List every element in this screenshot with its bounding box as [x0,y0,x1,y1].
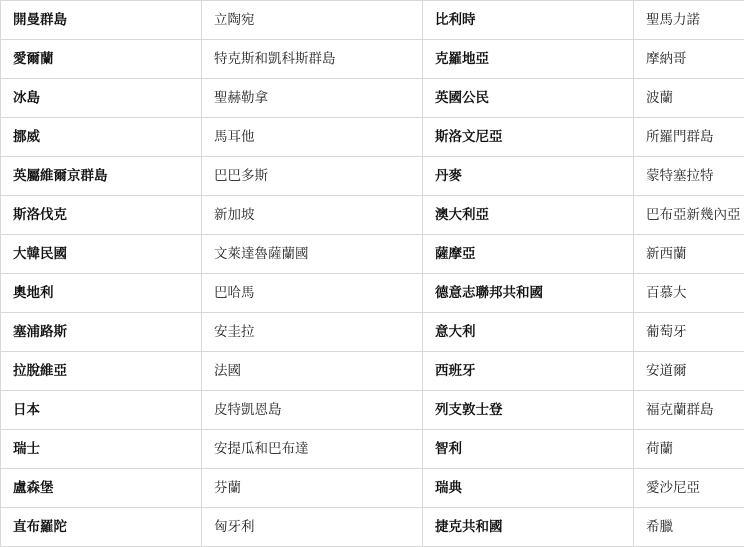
table-cell: 愛沙尼亞 [634,469,744,508]
table-cell: 特克斯和凱科斯群島 [202,40,423,79]
table-cell: 荷蘭 [634,430,744,469]
table-row [1,40,744,79]
table-cell: 大韓民國 [1,235,202,274]
table-cell: 所羅門群島 [634,118,744,157]
table-cell: 巴布亞新幾內亞 [634,196,744,235]
table-cell: 新加坡 [202,196,423,235]
table-cell: 安提瓜和巴布達 [202,430,423,469]
table-cell: 百慕大 [634,274,744,313]
table-cell: 安圭拉 [202,313,423,352]
table-cell: 希臘 [634,508,744,547]
table-cell: 奧地利 [1,274,202,313]
table-cell: 冰島 [1,79,202,118]
table-cell: 皮特凱恩島 [202,391,423,430]
table-row [1,430,744,469]
table-cell: 澳大利亞 [423,196,634,235]
table-cell: 克羅地亞 [423,40,634,79]
table-cell: 塞浦路斯 [1,313,202,352]
table-cell: 英屬維爾京群島 [1,157,202,196]
table-cell: 德意志聯邦共和國 [423,274,634,313]
table-cell: 波蘭 [634,79,744,118]
table-cell: 巴巴多斯 [202,157,423,196]
table-cell: 挪威 [1,118,202,157]
table-cell: 聖馬力諾 [634,1,744,40]
table-cell: 摩納哥 [634,40,744,79]
table-row [1,352,744,391]
table-cell: 列支敦士登 [423,391,634,430]
table-cell: 捷克共和國 [423,508,634,547]
table-cell: 葡萄牙 [634,313,744,352]
table-cell: 新西蘭 [634,235,744,274]
table-row [1,1,744,40]
table-cell: 聖赫勒拿 [202,79,423,118]
table-cell: 英國公民 [423,79,634,118]
table-cell: 直布羅陀 [1,508,202,547]
table-cell: 斯洛文尼亞 [423,118,634,157]
table-row [1,274,744,313]
table-cell: 開曼群島 [1,1,202,40]
table-cell: 丹麥 [423,157,634,196]
table-row [1,196,744,235]
table-cell: 巴哈馬 [202,274,423,313]
table-row [1,118,744,157]
table-cell: 智利 [423,430,634,469]
table-cell: 立陶宛 [202,1,423,40]
table-cell: 蒙特塞拉特 [634,157,744,196]
table-cell: 日本 [1,391,202,430]
table-cell: 匈牙利 [202,508,423,547]
table-cell: 薩摩亞 [423,235,634,274]
table-cell: 瑞士 [1,430,202,469]
table-cell: 安道爾 [634,352,744,391]
table-row [1,79,744,118]
table-row [1,469,744,508]
table-row [1,235,744,274]
table-cell: 比利時 [423,1,634,40]
table-cell: 法國 [202,352,423,391]
table-cell: 拉脫維亞 [1,352,202,391]
table-cell: 瑞典 [423,469,634,508]
table-row [1,391,744,430]
table-cell: 意大利 [423,313,634,352]
table-row [1,313,744,352]
table-cell: 愛爾蘭 [1,40,202,79]
country-table-body [1,1,744,547]
table-cell: 西班牙 [423,352,634,391]
table-cell: 文萊達魯薩蘭國 [202,235,423,274]
table-cell: 馬耳他 [202,118,423,157]
table-row [1,157,744,196]
table-cell: 芬蘭 [202,469,423,508]
table-cell: 斯洛伐克 [1,196,202,235]
table-cell: 盧森堡 [1,469,202,508]
table-row [1,508,744,547]
table-cell: 福克蘭群島 [634,391,744,430]
